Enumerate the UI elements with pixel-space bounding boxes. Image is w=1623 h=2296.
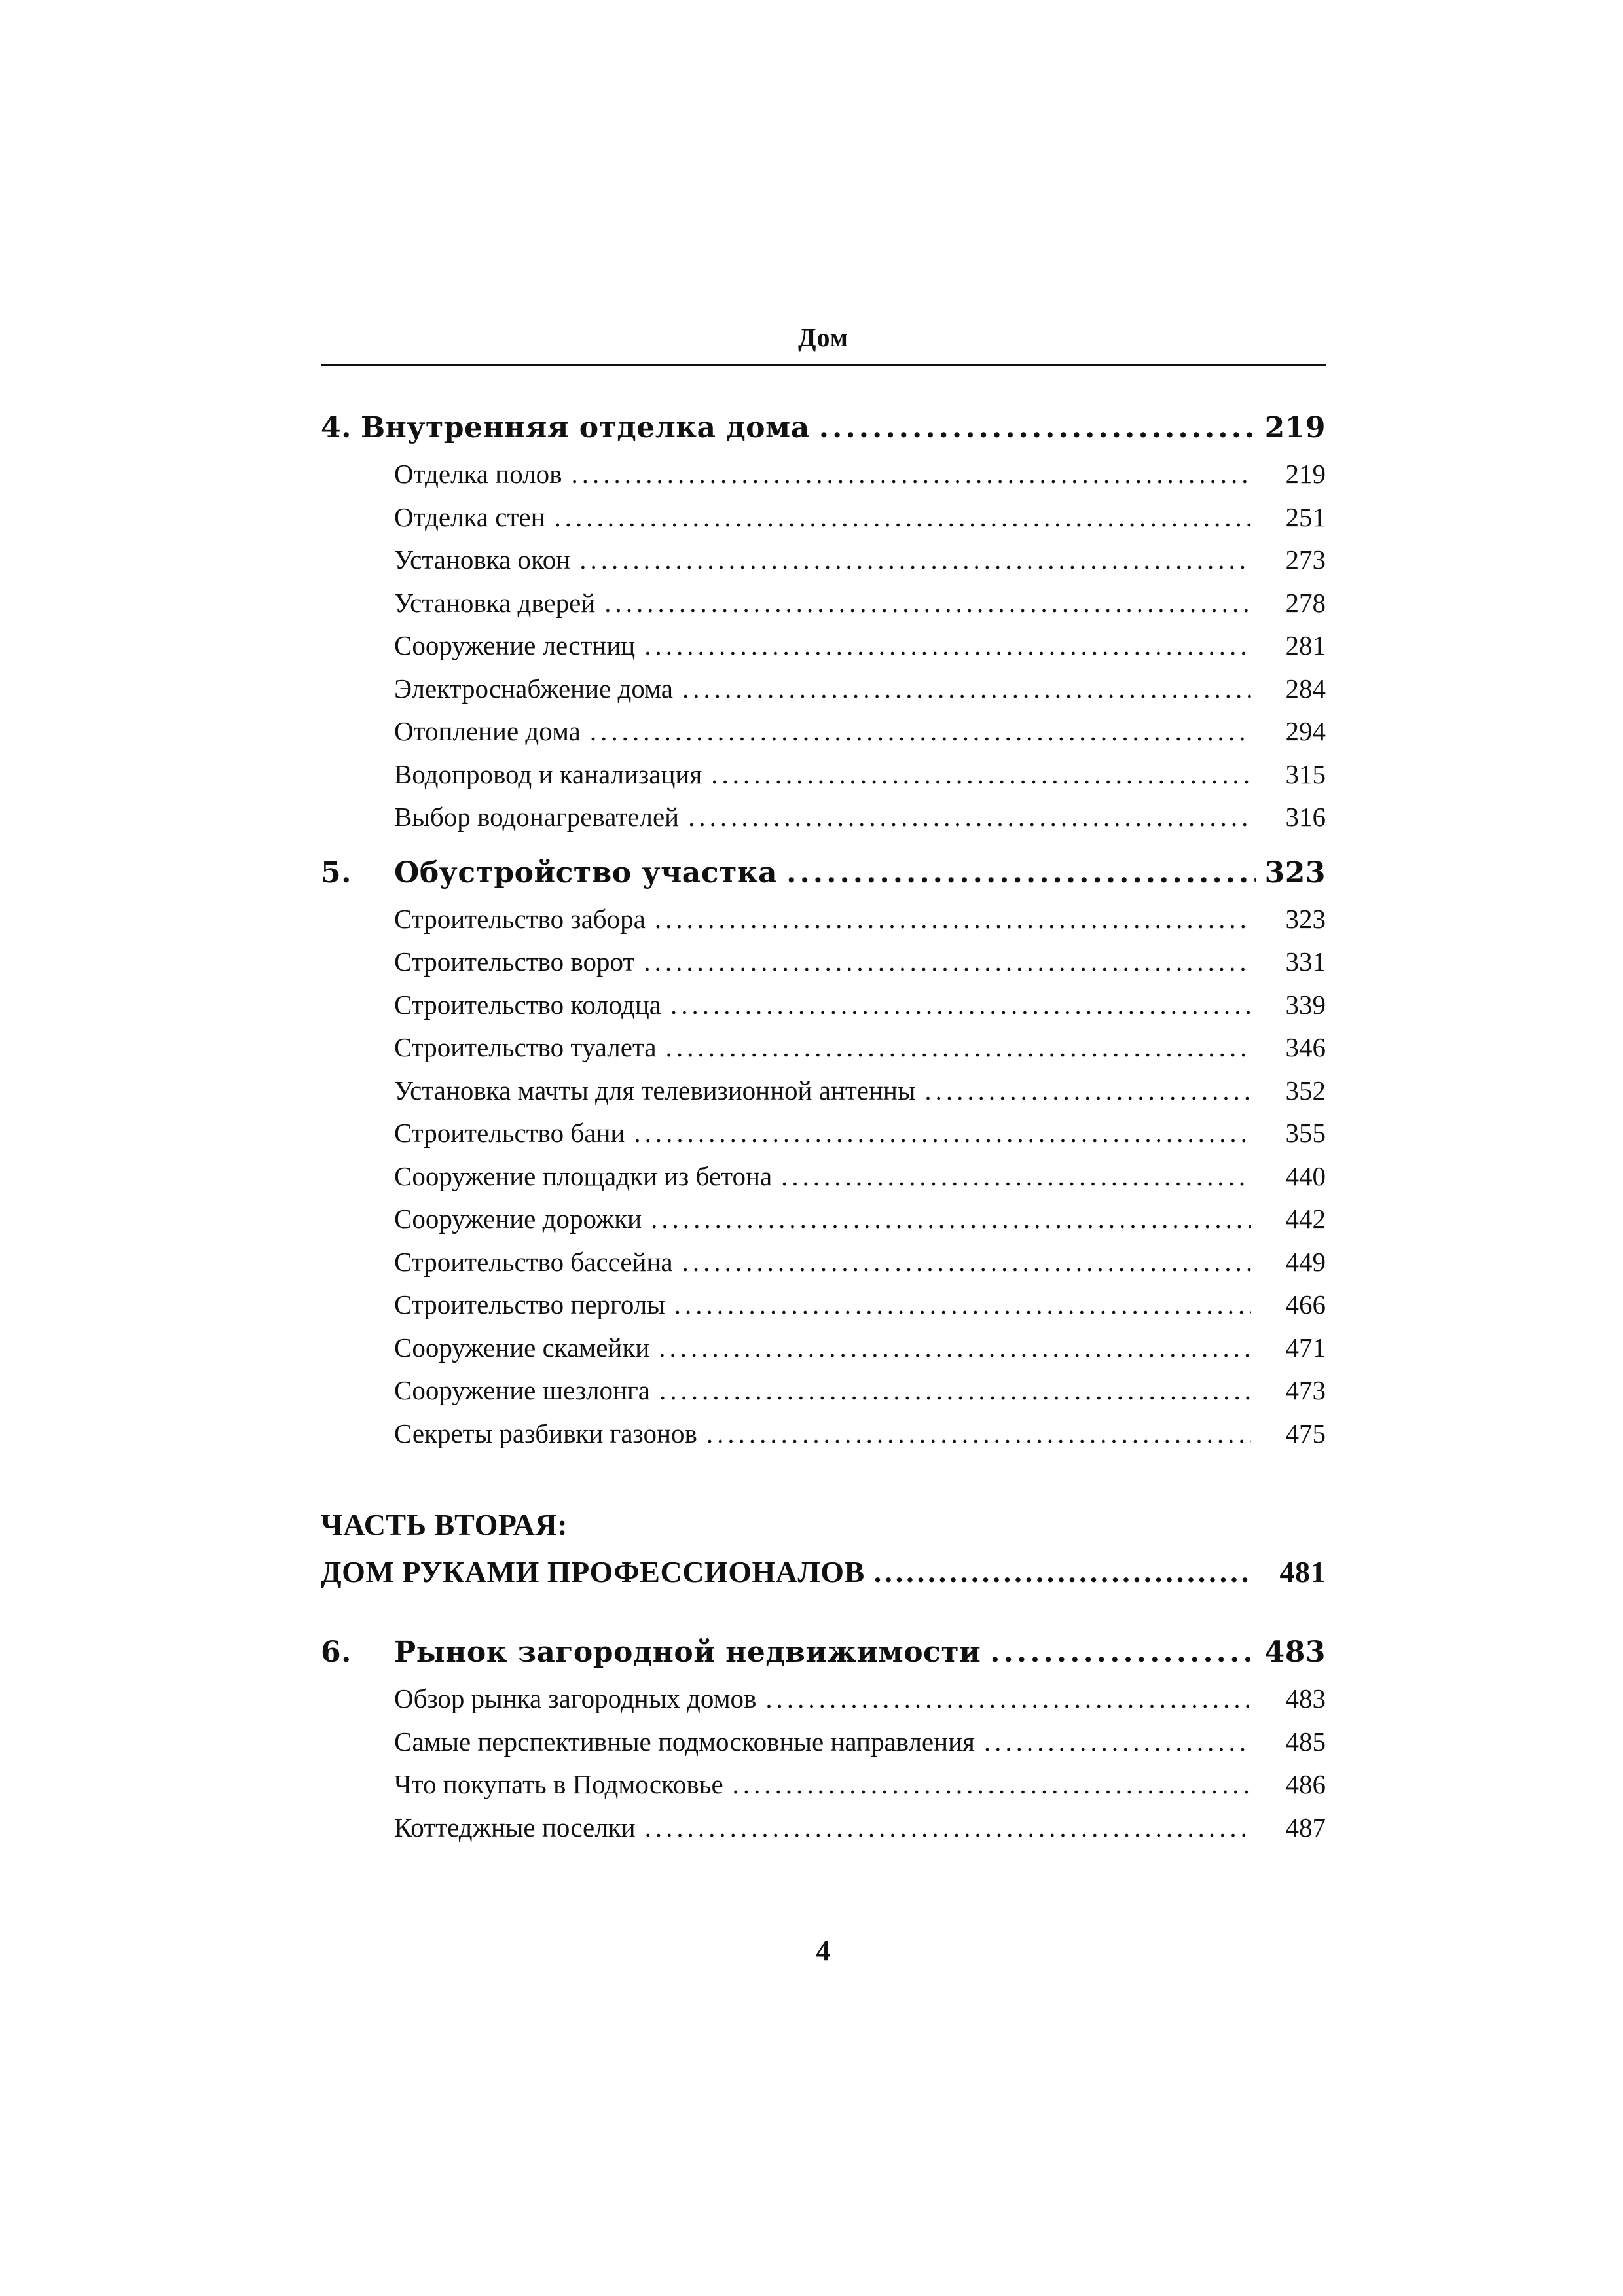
toc-entry[interactable] (321, 1289, 1326, 1332)
dot-leader (634, 1117, 1251, 1149)
entry-title: Строительство колодца (394, 989, 661, 1020)
toc-entry[interactable] (321, 501, 1326, 545)
entry-page: 219 (1285, 459, 1326, 489)
entry-page: 440 (1285, 1160, 1326, 1191)
chapter-number: 4. (321, 411, 352, 444)
entry-page: 487 (1285, 1812, 1326, 1842)
entry-page: 316 (1285, 802, 1326, 832)
entry-title: Установка дверей (394, 587, 596, 618)
entry-page: 475 (1285, 1418, 1326, 1448)
entry-title: Строительство перголы (394, 1289, 665, 1319)
dot-leader (644, 946, 1251, 977)
chapter-title: Внутренняя отделка дома (360, 411, 810, 444)
entry-title: Отделка полов (394, 459, 562, 489)
toc-entry[interactable] (321, 630, 1326, 673)
running-head: Дом (797, 323, 848, 352)
toc-entry[interactable] (321, 1332, 1326, 1375)
entry-title: Отделка стен (394, 501, 545, 532)
entry-title: Установка мачты для телевизионной антенны (394, 1075, 916, 1105)
entry-title: Сооружение площадки из бетона (394, 1160, 773, 1191)
dot-leader (645, 1812, 1251, 1843)
toc-entry[interactable] (321, 1117, 1326, 1160)
entry-page: 278 (1285, 587, 1326, 618)
entry-title: Отопление дома (394, 716, 581, 746)
entry-title: Коттеджные поселки (394, 1812, 636, 1842)
entry-page: 485 (1285, 1726, 1326, 1757)
toc-entry[interactable] (321, 759, 1326, 802)
entry-page: 471 (1285, 1332, 1326, 1363)
toc-entry[interactable] (321, 587, 1326, 630)
dot-leader (984, 1726, 1251, 1757)
entry-page: 442 (1285, 1204, 1326, 1234)
toc-entry[interactable] (321, 1726, 1326, 1769)
dot-leader (733, 1768, 1251, 1800)
dot-leader (666, 1031, 1251, 1063)
entry-title: Строительство бассейна (394, 1246, 673, 1277)
toc-entry[interactable] (321, 946, 1326, 989)
chapter-page: 483 (1264, 1636, 1326, 1669)
dot-leader (819, 411, 1256, 444)
chapter-4-heading[interactable] (321, 411, 1326, 458)
part-heading[interactable] (321, 1507, 1326, 1602)
dot-leader (874, 1554, 1251, 1589)
entry-title: Строительство туалета (394, 1032, 657, 1062)
entry-page: 294 (1285, 716, 1326, 746)
toc-entry[interactable] (321, 1031, 1326, 1075)
dot-leader (651, 1203, 1251, 1234)
dot-leader (765, 1683, 1251, 1714)
entry-page: 323 (1285, 903, 1326, 934)
entry-title: Сооружение скамейки (394, 1332, 650, 1363)
chapter-number: 6. (321, 1636, 352, 1669)
part-label: ЧАСТЬ ВТОРАЯ: (321, 1508, 568, 1541)
toc-entry[interactable] (321, 1075, 1326, 1118)
entry-page: 449 (1285, 1246, 1326, 1277)
chapter-6-heading[interactable] (321, 1636, 1326, 1683)
dot-leader (688, 801, 1251, 833)
entry-page: 352 (1285, 1075, 1326, 1105)
entry-page: 331 (1285, 946, 1326, 977)
table-of-contents (321, 411, 1326, 1854)
entry-title: Строительство забора (394, 903, 646, 934)
dot-leader (682, 673, 1251, 704)
toc-entry[interactable] (321, 1812, 1326, 1855)
dot-leader (786, 856, 1255, 889)
dot-leader (659, 1374, 1251, 1406)
entry-page: 339 (1285, 989, 1326, 1020)
toc-entry[interactable] (321, 1418, 1326, 1461)
chapter-title: Обустройство участка (394, 855, 778, 889)
toc-entry[interactable] (321, 801, 1326, 844)
toc-entry[interactable] (321, 1374, 1326, 1418)
dot-leader (706, 1418, 1251, 1449)
entry-page: 251 (1285, 501, 1326, 532)
entry-title: Водопровод и канализация (394, 759, 702, 789)
chapter-title: Рынок загородной недвижимости (394, 1636, 981, 1669)
entry-page: 473 (1285, 1375, 1326, 1405)
dot-leader (682, 1246, 1251, 1278)
header-rule (321, 364, 1326, 366)
dot-leader (711, 759, 1251, 790)
chapter-number: 5. (321, 855, 352, 889)
dot-leader (655, 903, 1251, 935)
entry-page: 483 (1285, 1683, 1326, 1713)
toc-entry[interactable] (321, 458, 1326, 501)
dot-leader (990, 1636, 1255, 1669)
toc-entry[interactable] (321, 544, 1326, 587)
entry-page: 466 (1285, 1289, 1326, 1319)
entry-title: Обзор рынка загородных домов (394, 1683, 757, 1713)
entry-title: Строительство ворот (394, 946, 635, 977)
chapter-5-heading[interactable] (321, 856, 1326, 903)
toc-entry[interactable] (321, 715, 1326, 759)
dot-leader (781, 1160, 1251, 1192)
dot-leader (604, 587, 1251, 619)
page-number: 4 (816, 1935, 831, 1967)
dot-leader (674, 1289, 1251, 1320)
entry-title: Что покупать в Подмосковье (394, 1769, 723, 1799)
entry-page: 273 (1285, 545, 1326, 575)
entry-title: Выбор водонагревателей (394, 802, 680, 832)
entry-title: Сооружение дорожки (394, 1204, 642, 1234)
dot-leader (579, 544, 1251, 575)
toc-entry[interactable] (321, 989, 1326, 1032)
entry-page: 315 (1285, 759, 1326, 789)
entry-page: 355 (1285, 1118, 1326, 1148)
dot-leader (590, 715, 1251, 747)
entry-page: 486 (1285, 1769, 1326, 1799)
part-title: ДОМ РУКАМИ ПРОФЕССИОНАЛОВ (321, 1555, 865, 1588)
dot-leader (571, 458, 1251, 490)
entry-page: 346 (1285, 1032, 1326, 1062)
entry-page: 284 (1285, 673, 1326, 704)
entry-title: Сооружение лестниц (394, 630, 636, 660)
toc-entry[interactable] (321, 1246, 1326, 1289)
chapter-page: 323 (1264, 855, 1326, 889)
toc-entry[interactable] (321, 1683, 1326, 1726)
entry-title: Электроснабжение дома (394, 673, 673, 704)
dot-leader (555, 501, 1251, 533)
entry-title: Сооружение шезлонга (394, 1375, 650, 1405)
toc-entry[interactable] (321, 673, 1326, 716)
chapter-page: 219 (1264, 411, 1326, 444)
dot-leader (670, 989, 1251, 1020)
entry-title: Самые перспективные подмосковные направления (394, 1726, 975, 1757)
entry-title: Строительство бани (394, 1118, 625, 1148)
entry-page: 281 (1285, 630, 1326, 660)
toc-entry[interactable] (321, 1203, 1326, 1246)
entry-title: Установка окон (394, 545, 571, 575)
entry-title: Секреты разбивки газонов (394, 1418, 697, 1448)
dot-leader (644, 630, 1251, 661)
dot-leader (924, 1075, 1251, 1106)
toc-entry[interactable] (321, 903, 1326, 946)
toc-entry[interactable] (321, 1160, 1326, 1204)
part-page: 481 (1279, 1555, 1326, 1588)
dot-leader (659, 1332, 1251, 1363)
toc-entry[interactable] (321, 1768, 1326, 1812)
